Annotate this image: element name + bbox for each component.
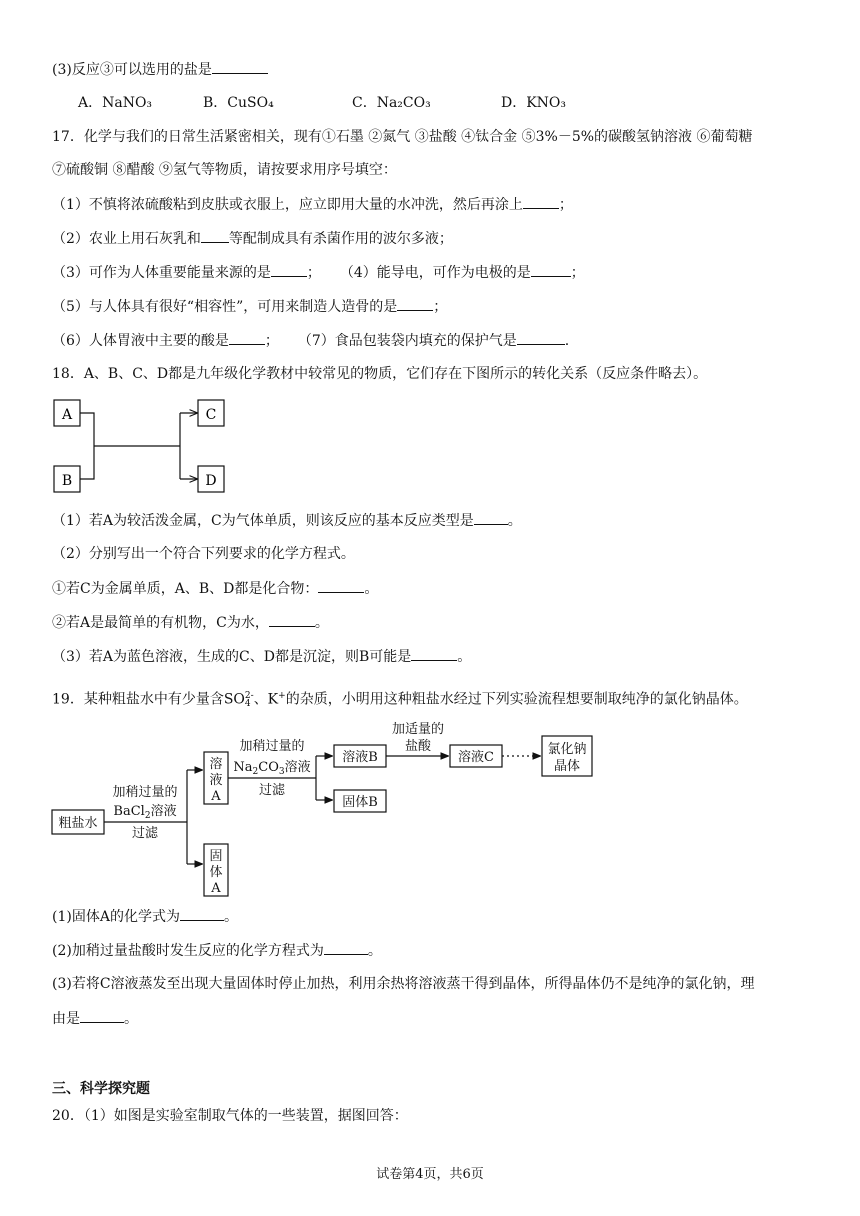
- q17-part6-7: （6）人体胃液中主要的酸是 ； （7）食品包装袋内填充的保护气是 .: [52, 330, 569, 351]
- q18-part1: （1）若A为较活泼金属，C为气体单质，则该反应的基本反应类型是 。: [52, 510, 522, 531]
- q17-part5: （5）与人体具有很好“相容性”，可用来制造人造骨的是 ；: [52, 296, 447, 317]
- step2-reagent-line1: 加稍过量的: [239, 739, 305, 754]
- step1-reagent-line2: BaCl$_2$溶液: [113, 804, 177, 821]
- q19-flow-diagram: [50, 714, 610, 898]
- answer-blank[interactable]: [201, 228, 229, 243]
- option-d: D．KNO₃: [501, 95, 567, 111]
- product-line2: 晶体: [553, 759, 581, 774]
- q20-stem: 20．（1）如图是实验室制取气体的一些装置，据图回答：: [52, 1108, 408, 1124]
- section-title: 三、科学探究题: [52, 1081, 150, 1097]
- q17-stem-line1: 17．化学与我们的日常生活紧密相关，现有①石墨 ②氮气 ③盐酸 ④钛合金 ⑤3%－5%的碳酸氢钠溶液 ⑥葡萄糖: [52, 129, 753, 145]
- answer-blank[interactable]: [517, 330, 565, 345]
- answer-blank[interactable]: [212, 59, 268, 74]
- answer-blank[interactable]: [474, 510, 508, 525]
- q18-part2-1: ①若C为金属单质，A、B、D都是化合物： 。: [52, 578, 378, 599]
- q19-part3-line1: (3)若将C溶液蒸发至出现大量固体时停止加热，利用余热将溶液蒸干得到晶体，所得晶体仍不是纯净的氯化钠，理: [52, 976, 755, 992]
- step1-reagent-line1: 加稍过量的: [112, 785, 178, 800]
- answer-blank[interactable]: [180, 906, 224, 921]
- answer-blank[interactable]: [229, 330, 265, 345]
- solution-a-char3: A: [211, 789, 221, 804]
- q19-part2: (2)加稍过量盐酸时发生反应的化学方程式为 。: [52, 940, 382, 961]
- answer-blank[interactable]: [271, 262, 307, 277]
- q17-part2: （2）农业上用石灰乳和 等配制成具有杀菌作用的波尔多液；: [52, 228, 453, 249]
- step3-reagent-line1: 加适量的: [391, 722, 445, 737]
- crude-brine-label: 粗盐水: [58, 816, 98, 831]
- answer-blank[interactable]: [523, 194, 559, 209]
- box-b-label: B: [61, 473, 73, 489]
- q16-3-stem: (3)反应③可以选用的盐是: [52, 59, 268, 80]
- option-a: A．NaNO₃: [78, 95, 153, 111]
- q18-stem: 18．A、B、C、D都是九年级化学教材中较常见的物质，它们存在下图所示的转化关系（反应条件略去）。: [52, 366, 708, 382]
- q18-part2: （2）分别写出一个符合下列要求的化学方程式。: [52, 546, 355, 562]
- answer-blank[interactable]: [531, 262, 571, 277]
- q19-part1: (1)固体A的化学式为 。: [52, 906, 238, 927]
- q17-stem-line2: ⑦硫酸铜 ⑧醋酸 ⑨氢气等物质，请按要求用序号填空：: [52, 162, 397, 178]
- q17-part3-4: （3）可作为人体重要能量来源的是 ； （4）能导电，可作为电极的是 ；: [52, 262, 585, 283]
- box-a-label: A: [61, 407, 73, 423]
- step3-reagent-line2: 盐酸: [404, 739, 432, 754]
- q18-reaction-diagram: [50, 396, 240, 496]
- option-c: C．Na₂CO₃: [352, 95, 431, 111]
- solid-a-char2: 体: [209, 865, 223, 880]
- step1-filter-label: 过滤: [131, 826, 159, 841]
- q19-part3-line2: 由是 。: [52, 1008, 138, 1029]
- box-c-label: C: [205, 407, 217, 423]
- q18-part3: （3）若A为蓝色溶液，生成的C、D都是沉淀，则B可能是 。: [52, 646, 471, 667]
- page-footer: 试卷第4页，共6页: [376, 1167, 484, 1182]
- reactant-bracket: [80, 413, 94, 479]
- answer-blank[interactable]: [318, 578, 364, 593]
- answer-blank[interactable]: [269, 612, 315, 627]
- answer-blank[interactable]: [324, 940, 368, 955]
- solution-a-char1: 溶: [209, 757, 223, 772]
- solid-b-label: 固体B: [342, 795, 378, 810]
- answer-blank[interactable]: [397, 296, 433, 311]
- q18-part2-2: ②若A是最简单的有机物，C为水， 。: [52, 612, 329, 633]
- step2-reagent-line2: $Na_2CO_3$溶液: [233, 760, 311, 777]
- solution-b-label: 溶液B: [342, 750, 378, 765]
- solution-a-char2: 液: [209, 773, 223, 788]
- solution-c-label: 溶液C: [458, 750, 494, 765]
- q19-stem: 19．某种粗盐水中有少量含SO 2- 4 、K+的杂质，小明用这种粗盐水经过下列实验流程想要制取纯净的氯化钠晶体。: [52, 690, 748, 709]
- step2-filter-label: 过滤: [258, 783, 286, 798]
- answer-blank[interactable]: [80, 1008, 124, 1023]
- product-line1: 氯化钠: [547, 742, 587, 757]
- answer-blank[interactable]: [411, 646, 457, 661]
- q17-part1: （1）不慎将浓硫酸粘到皮肤或衣服上，应立即用大量的水冲洗，然后再涂上 ；: [52, 194, 573, 215]
- box-d-label: D: [205, 473, 217, 489]
- solid-a-char1: 固: [209, 849, 223, 864]
- solid-a-char3: A: [211, 881, 221, 896]
- option-b: B．CuSO₄: [203, 95, 274, 111]
